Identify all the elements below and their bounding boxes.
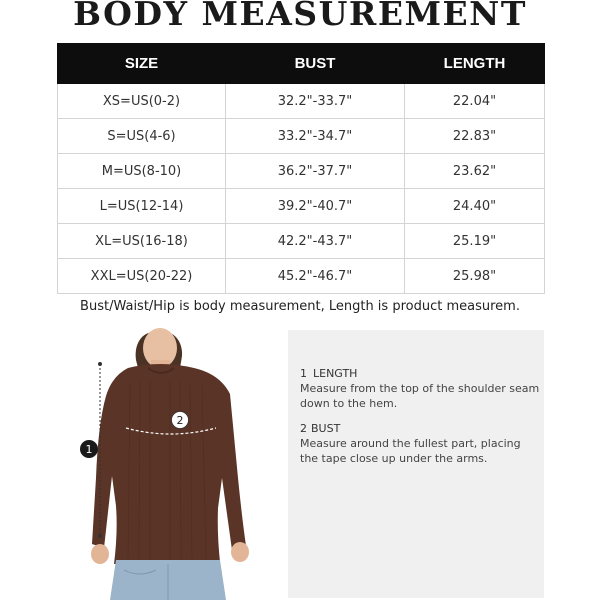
table-row	[58, 119, 545, 154]
cell-bust: 33.2"-34.7"	[226, 119, 405, 154]
length-label: LENGTH	[313, 367, 358, 380]
cell-size: L=US(12-14)	[58, 189, 226, 224]
length-instruction	[300, 367, 540, 411]
bust-description: Measure around the fullest part, placing the tape close up under the arms.	[300, 437, 521, 465]
cell-length: 23.62"	[405, 154, 545, 189]
length-description: Measure from the top of the shoulder seam down to the hem.	[300, 382, 540, 410]
sweater	[92, 364, 246, 564]
cell-bust: 36.2"-37.7"	[226, 154, 405, 189]
bust-number: 2	[300, 422, 307, 435]
cell-size: XL=US(16-18)	[58, 224, 226, 259]
right-hand	[231, 542, 249, 562]
bust-instruction	[300, 422, 540, 466]
table-row	[58, 154, 545, 189]
cell-length: 25.98"	[405, 259, 545, 294]
header-bust: BUST	[226, 44, 405, 84]
table-row	[58, 189, 545, 224]
cell-bust: 32.2"-33.7"	[226, 84, 405, 119]
header-length: LENGTH	[405, 44, 545, 84]
model-illustration	[70, 328, 285, 600]
measurement-note: Bust/Waist/Hip is body measurement, Length is product measurem.	[80, 299, 520, 314]
table-row	[58, 259, 545, 294]
header-size: SIZE	[58, 44, 226, 84]
page-title: BODY MEASUREMENT	[73, 0, 527, 33]
cell-length: 22.04"	[405, 84, 545, 119]
measurement-instructions	[288, 330, 544, 598]
bust-marker-number: 2	[176, 414, 184, 427]
cell-bust: 42.2"-43.7"	[226, 224, 405, 259]
cell-length: 25.19"	[405, 224, 545, 259]
left-hand	[91, 544, 109, 564]
cell-size: S=US(4-6)	[58, 119, 226, 154]
cell-size: M=US(8-10)	[58, 154, 226, 189]
cell-size: XS=US(0-2)	[58, 84, 226, 119]
cell-bust: 39.2"-40.7"	[226, 189, 405, 224]
bust-label: BUST	[311, 422, 341, 435]
table-row	[58, 84, 545, 119]
length-marker-number: 1	[85, 443, 93, 456]
table-header-row	[58, 44, 545, 84]
cell-length: 22.83"	[405, 119, 545, 154]
size-chart-table	[57, 43, 545, 294]
cell-length: 24.40"	[405, 189, 545, 224]
table-row	[58, 224, 545, 259]
cell-bust: 45.2"-46.7"	[226, 259, 405, 294]
length-number: 1	[300, 367, 307, 380]
cell-size: XXL=US(20-22)	[58, 259, 226, 294]
